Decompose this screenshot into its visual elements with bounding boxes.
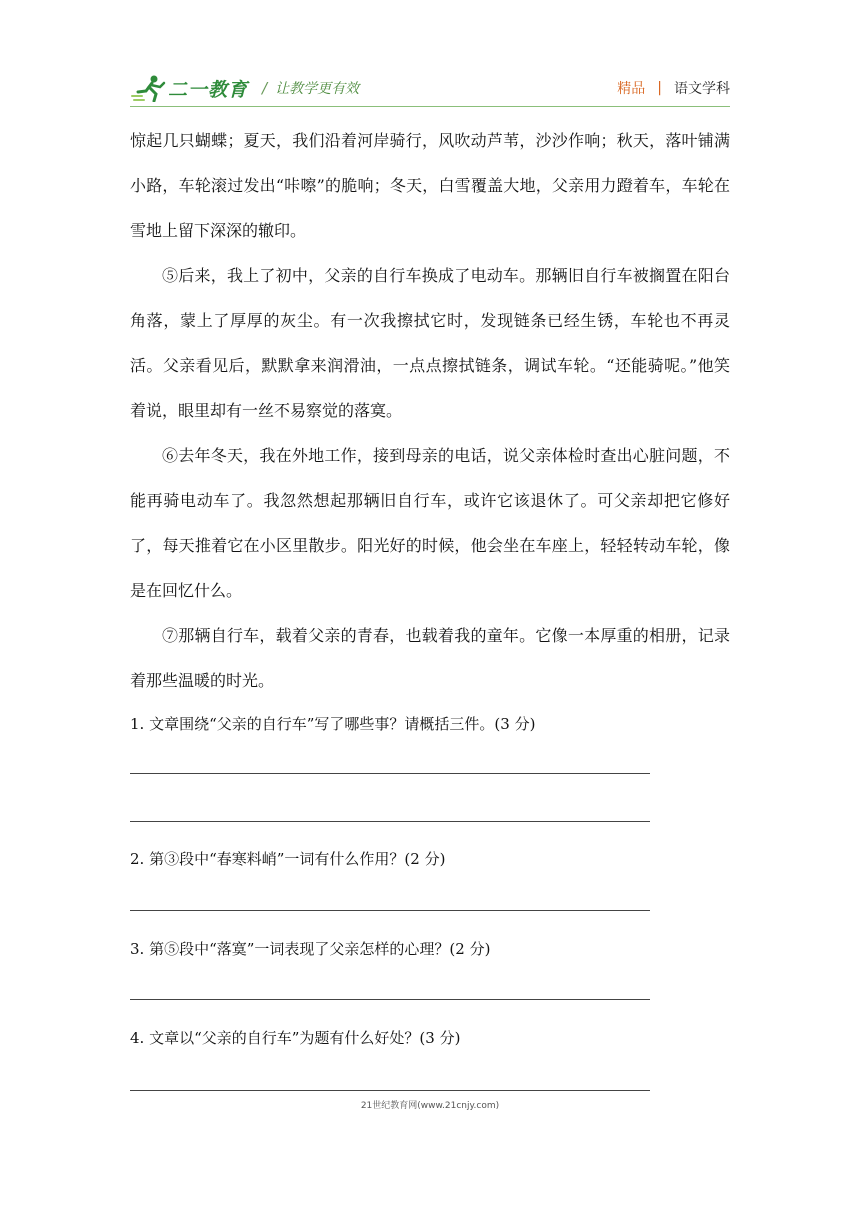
question-4: 4. 文章以“父亲的自行车”为题有什么好处？(3 分) [130,1029,461,1047]
logo [130,74,359,102]
paragraph: ⑥去年冬天，我在外地工作，接到母亲的电话，说父亲体检时查出心脏问题，不能再骑电动车了。我忽然想起那辆旧自行车，或许它该退休了。可父亲却把它修好了，每天推着它在小区里散步。阳光好的时候，他会坐在车座上，轻轻转动车轮，像是在回忆什么。 [130,446,730,600]
answer-line [130,773,650,774]
running-person-icon [130,74,172,102]
answer-line [130,999,650,1000]
question-3: 3. 第⑤段中“落寞”一词表现了父亲怎样的心理？(2 分) [130,940,491,958]
slogan-separator: / [262,79,268,97]
answer-line [130,821,650,822]
tag-separator: | [657,80,662,96]
tag-subject: 语文学科 [674,81,730,97]
logo-text: 二一教育 [168,78,249,101]
article-body [130,118,730,703]
page-header [130,70,730,107]
answer-line [130,910,650,911]
question-2: 2. 第③段中“春寒料峭”一词有什么作用？(2 分) [130,850,446,868]
tag-premium: 精品 [617,81,646,97]
paragraph: ⑤后来，我上了初中，父亲的自行车换成了电动车。那辆旧自行车被搁置在阳台角落，蒙上了厚厚的灰尘。有一次我擦拭它时，发现链条已经生锈，车轮也不再灵活。父亲看见后，默默拿来润滑油，一点点擦拭链条，调试车轮。“还能骑呢。”他笑着说，眼里却有一丝不易察觉的落寞。 [130,266,730,420]
subject-tag [617,78,730,98]
paragraph: 惊起几只蝴蝶；夏天，我们沿着河岸骑行，风吹动芦苇，沙沙作响；秋天，落叶铺满小路，车轮滚过发出“咔嚓”的脆响；冬天，白雪覆盖大地，父亲用力蹬着车，车轮在雪地上留下深深的辙印。 [130,131,730,240]
paragraph: ⑦那辆自行车，载着父亲的青春，也载着我的童年。它像一本厚重的相册，记录着那些温暖的时光。 [130,626,730,690]
slogan: 让教学更有效 [275,81,360,97]
page-footer: 21世纪教育网(www.21cnjy.com) [360,1101,500,1111]
answer-line [130,1090,650,1091]
question-1: 1. 文章围绕“父亲的自行车”写了哪些事？请概括三件。(3 分) [130,715,536,733]
